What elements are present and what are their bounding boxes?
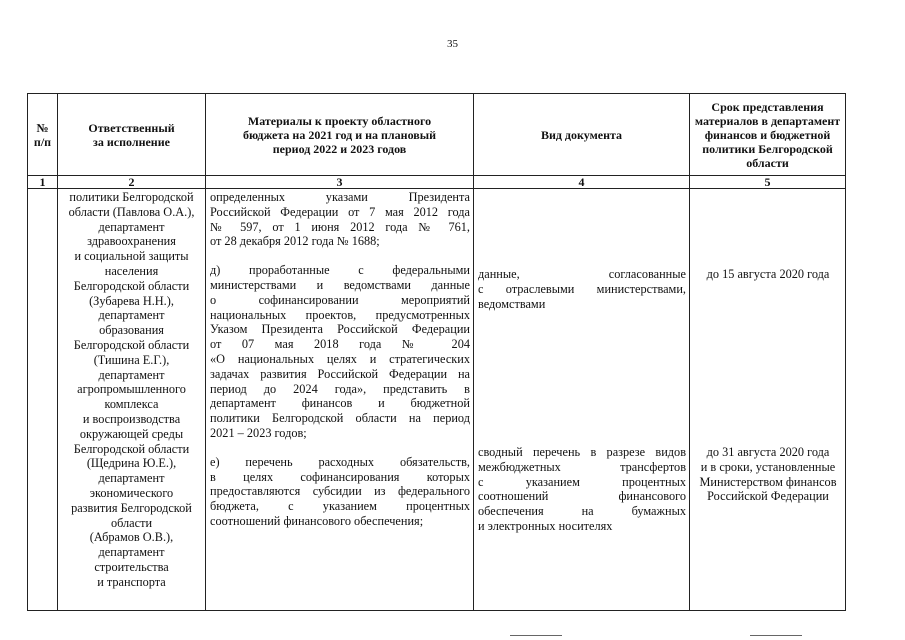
responsible-line: департамент	[98, 545, 165, 560]
doc-type-item-d	[478, 267, 686, 445]
text-line: политики Белгородской области на период	[210, 411, 470, 426]
responsible-line: агропромышленного	[77, 382, 186, 397]
responsible-line: области (Павлова О.А.),	[68, 204, 195, 219]
text-line: и в сроки, установленные	[700, 459, 836, 474]
responsible-cell	[58, 189, 206, 611]
text-line: от 28 декабря 2012 года № 1688;	[210, 234, 380, 249]
text-line: от 07 мая 2018 года № 204	[210, 337, 470, 352]
responsible-line: департамент	[98, 308, 165, 323]
header-text: Срок представления	[711, 99, 824, 114]
column-number: 3	[206, 176, 474, 189]
text-line: Министерством финансов	[699, 474, 837, 489]
text-line: Указом Президента Российской Федерации	[210, 322, 470, 337]
responsible-line: и транспорта	[97, 574, 166, 589]
column-number-row	[28, 176, 846, 189]
header-text: Вид документа	[540, 127, 623, 142]
text-line: сводный перечень в разрезе видов	[478, 445, 686, 459]
text-line: е) перечень расходных обязательств,	[210, 454, 470, 469]
responsible-line: экономического	[89, 485, 174, 500]
text-line: Российской Федерации	[707, 489, 829, 504]
header-materials	[206, 94, 474, 176]
text-line: и электронных носителях	[478, 518, 613, 533]
responsible-line: (Зубарева Н.Н.),	[89, 293, 174, 308]
header-doc-type	[474, 94, 690, 176]
responsible-line: политики Белгородской	[69, 190, 194, 204]
deadline-item-e	[694, 445, 842, 504]
materials-item-e	[210, 455, 470, 529]
text-line: в целях софинансирования которых	[210, 469, 470, 484]
responsible-line: департамент	[98, 471, 165, 486]
row-number-cell	[28, 189, 58, 611]
responsible-line: Белгородской области	[73, 337, 190, 352]
column-number: 2	[58, 176, 206, 189]
text-line: министерствами и ведомствами данные	[210, 277, 470, 292]
responsible-line: (Щедрина Ю.Е.),	[86, 456, 177, 471]
doc-type-cell	[474, 189, 690, 611]
deadline-item-d	[694, 267, 842, 445]
text-line: соотношений финансового	[478, 489, 686, 504]
materials-cell	[206, 189, 474, 611]
text-line: до 31 августа 2020 года	[706, 445, 830, 459]
header-text: Ответственный	[88, 120, 175, 135]
footer-rule	[510, 635, 562, 636]
text-line: период до 2024 года», представить в	[210, 381, 470, 396]
header-deadline	[690, 94, 846, 176]
text-line: до 15 августа 2020 года	[706, 267, 830, 281]
responsible-line: и воспроизводства	[82, 411, 181, 426]
header-number	[28, 94, 58, 176]
text-line: предоставляются субсидии из федерального	[210, 484, 470, 499]
responsible-line: развития Белгородской	[71, 500, 192, 515]
text-line: с указанием процентных	[478, 474, 686, 489]
header-text: политики Белгородской	[702, 141, 833, 156]
text-line: задачах развития Российской Федерации на	[210, 366, 470, 381]
text-line: межбюджетных трансфертов	[478, 459, 686, 474]
text-line: с отраслевыми министерствами,	[478, 281, 686, 296]
responsible-line: Белгородской области	[73, 441, 190, 456]
responsible-line: строительства	[94, 559, 169, 574]
materials-continuation	[210, 190, 470, 249]
text-line: о софинансировании мероприятий	[210, 292, 470, 307]
deadline-cell	[690, 189, 846, 611]
text-line: национальных проектов, предусмотренных	[210, 307, 470, 322]
text-line: 2021 – 2023 годов;	[210, 425, 307, 440]
header-text: Материалы к проекту областного	[247, 113, 432, 128]
materials-item-d	[210, 263, 470, 441]
header-text: №	[36, 120, 49, 135]
responsible-line: окружающей среды	[79, 426, 184, 441]
doc-type-item-e	[478, 445, 686, 534]
column-number: 4	[474, 176, 690, 189]
responsible-line: Белгородской области	[73, 278, 190, 293]
responsible-line: образования	[99, 323, 164, 338]
text-line: данные, согласованные	[478, 267, 686, 281]
header-text: материалов в департамент	[694, 113, 841, 128]
text-line: определенных указами Президента	[210, 190, 470, 204]
text-line: соотношений финансового обеспечения;	[210, 513, 424, 528]
column-number: 1	[28, 176, 58, 189]
responsible-line: здравоохранения	[87, 234, 176, 249]
responsible-line: департамент	[98, 219, 165, 234]
header-text: п/п	[33, 134, 52, 149]
text-line: департамент финансов и бюджетной	[210, 396, 470, 411]
text-line: № 597, от 1 июня 2012 года № 761,	[210, 219, 470, 234]
text-line: «О национальных целях и стратегических	[210, 351, 470, 366]
responsible-line: (Абрамов О.В.),	[89, 530, 174, 545]
responsible-line: департамент	[98, 367, 165, 382]
header-text: период 2022 и 2023 годов	[272, 141, 407, 156]
header-text: бюджета на 2021 год и на плановый	[242, 127, 437, 142]
responsible-line: комплекса	[104, 397, 159, 412]
table-row	[28, 189, 846, 611]
header-responsible	[58, 94, 206, 176]
text-line: Российской Федерации от 7 мая 2012 года	[210, 204, 470, 219]
text-line: обеспечения на бумажных	[478, 504, 686, 519]
responsible-line: и социальной защиты	[74, 249, 189, 264]
footer-rule	[750, 635, 802, 636]
page-number: 35	[447, 38, 458, 50]
text-line: д) проработанные с федеральными	[210, 263, 470, 278]
budget-materials-table	[27, 93, 846, 611]
column-number: 5	[690, 176, 846, 189]
header-text: за исполнение	[93, 134, 170, 149]
responsible-line: населения	[104, 263, 159, 278]
table-header-row	[28, 94, 846, 176]
responsible-line: области	[110, 515, 153, 530]
header-text: финансов и бюджетной	[704, 127, 831, 142]
responsible-line: (Тишина Е.Г.),	[93, 352, 170, 367]
header-text: области	[746, 155, 789, 170]
text-line: бюджета, с указанием процентных	[210, 499, 470, 514]
text-line: ведомствами	[478, 296, 546, 311]
